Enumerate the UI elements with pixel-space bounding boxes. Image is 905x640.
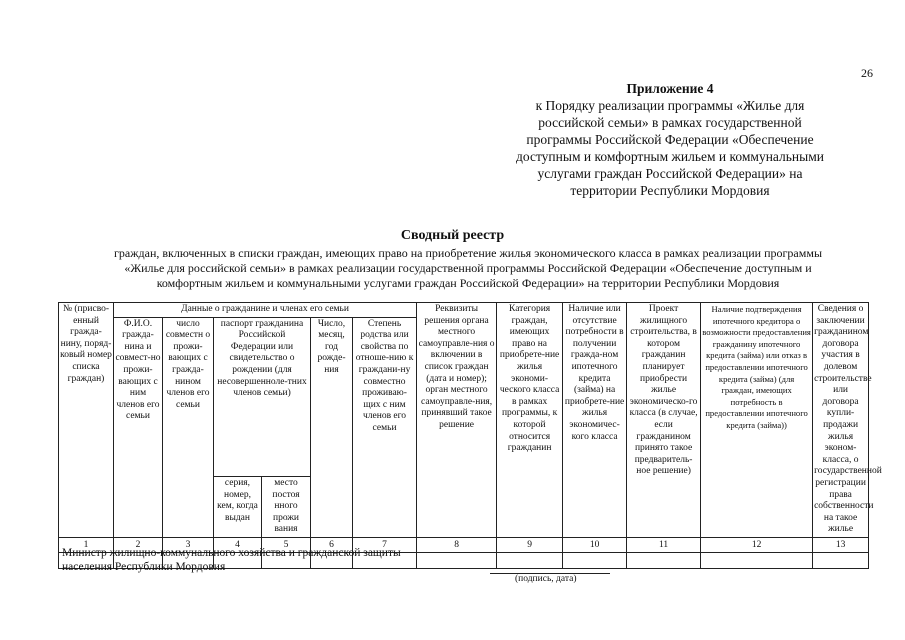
column-number: 7 xyxy=(353,537,417,552)
column-number: 8 xyxy=(417,537,497,552)
header-col-9: Категория граждан, имеющих право на приобрете-ние жилья экономи-ческого класса в рамках программы, к которой относится гражданин xyxy=(497,303,563,538)
empty-cell xyxy=(627,552,701,568)
empty-cell xyxy=(813,552,869,568)
appendix-line: доступным и комфортным жильем и коммунальными xyxy=(516,149,824,164)
header-col-13: Сведения о заключении гражданином договора участия в долевом строительстве или договора купли-продажи жилья эконом-класса, о государственной регистрации права собственности на такое жилье xyxy=(813,303,869,538)
header-col-6: Число, месяц, год рожде-ния xyxy=(311,317,353,537)
appendix-line: территории Республики Мордовия xyxy=(570,183,770,198)
column-number: 1 xyxy=(59,537,114,552)
column-number: 5 xyxy=(262,537,311,552)
header-col-2: Ф.И.О. гражда-нина и совмест-но прожи-вающих с ним членов его семьи xyxy=(114,317,163,537)
empty-cell xyxy=(563,552,627,568)
appendix-line: услугами граждан Российской Федерации» на xyxy=(537,166,803,181)
column-number: 13 xyxy=(813,537,869,552)
register-subtitle xyxy=(58,246,878,291)
appendix-line: российской семьи» в рамках государственной xyxy=(538,115,802,130)
header-passport: паспорт гражданина Российской Федерации или свидетельство о рождении (для несовершенноле-тних членов семьи) xyxy=(214,317,311,476)
column-number: 10 xyxy=(563,537,627,552)
column-number: 3 xyxy=(163,537,214,552)
empty-cell xyxy=(497,552,563,568)
register-title: Сводный реестр xyxy=(400,228,505,243)
register-table xyxy=(58,302,882,569)
column-number: 2 xyxy=(114,537,163,552)
column-number: 11 xyxy=(627,537,701,552)
signatory-line: Министр жилищно-коммунального хозяйства и гражданской защиты xyxy=(62,547,401,559)
header-col-5: место постоя нного прожи вания xyxy=(262,476,311,537)
header-col-3: число совместн о прожи-вающих с гражда-нином членов его семьи xyxy=(163,317,214,537)
header-group: Данные о гражданине и членах его семьи xyxy=(114,303,417,318)
signatory-line: населения Республики Мордовия xyxy=(62,561,226,573)
signature-caption: (подпись, дата) xyxy=(515,574,577,584)
signature-block xyxy=(62,546,401,574)
header-col-4: серия, номер, кем, когда выдан xyxy=(214,476,262,537)
header-col-12: Наличие подтверждения ипотечного кредитора о возможности предоставления гражданину ипотечного кредита (займа) или отказ в предоставлении ипотечного кредита (займа) (для граждан, имеющих потребность в предоставлении ипотечного кредита (займа)) xyxy=(701,303,813,538)
header-col-1: № (присво-енный гражда-нину, поряд-ковый номер списка граждан) xyxy=(59,303,114,538)
register-subtitle-line: комфортным жильем и коммунальными услугами граждан Российской Федерации» на территории Республики Мордовия xyxy=(156,276,780,290)
register-subtitle-line: граждан, включенных в списки граждан, имеющих право на приобретение жилья экономического класса в рамках реализации программы xyxy=(113,246,823,260)
register-subtitle-line: «Жилье для российской семьи» в рамках реализации государственной программы Российской Федерации «Обеспечение доступным и xyxy=(124,261,812,275)
appendix-line: программы Российской Федерации «Обеспечение xyxy=(526,132,814,147)
column-number: 9 xyxy=(497,537,563,552)
header-col-8: Реквизиты решения органа местного самоуправле-ния о включении в список граждан (дата и номер); орган местного самоуправле-ния, принявший такое решение xyxy=(417,303,497,538)
appendix-heading: Приложение 4 xyxy=(626,81,714,96)
column-number: 6 xyxy=(311,537,353,552)
header-col-10: Наличие или отсутствие потребности в получении гражда-ном ипотечного кредита (займа) на приобрете-ние жилья экономичес-кого класса xyxy=(563,303,627,538)
empty-cell xyxy=(701,552,813,568)
page-number: 26 xyxy=(861,66,873,80)
header-col-7: Степень родства или свойства по отноше-нию к граждани-ну совместно проживаю-щих с ним членов его семьи xyxy=(353,317,417,537)
header-col-11: Проект жилищного строительства, в котором гражданин планирует приобрести жилье экономическо-го класса (в случае, если гражданином принято такое предваритель-ное решение) xyxy=(627,303,701,538)
column-number: 4 xyxy=(214,537,262,552)
appendix-line: к Порядку реализации программы «Жилье для xyxy=(535,98,805,113)
empty-cell xyxy=(417,552,497,568)
column-number: 12 xyxy=(701,537,813,552)
appendix-block xyxy=(500,80,840,199)
